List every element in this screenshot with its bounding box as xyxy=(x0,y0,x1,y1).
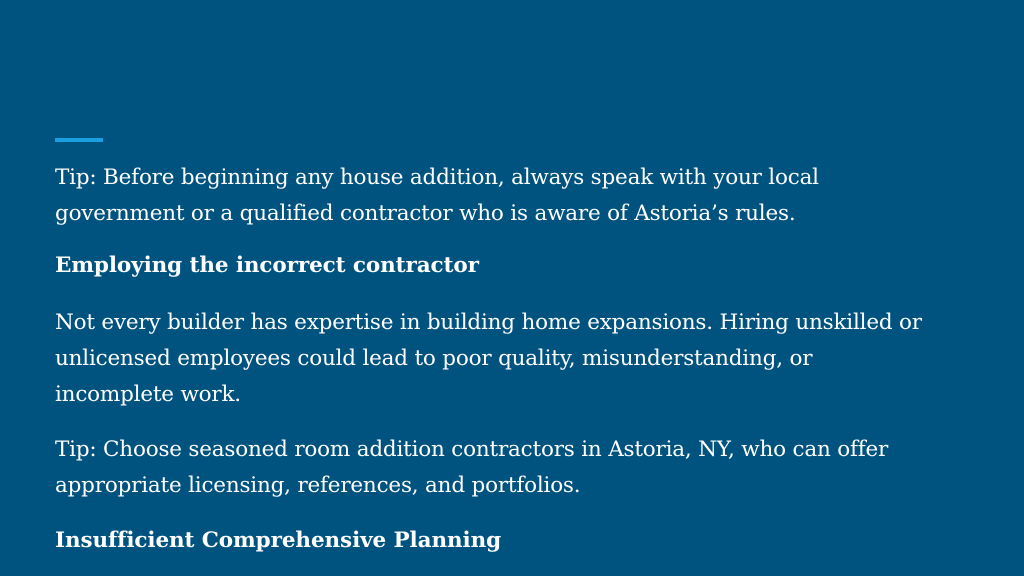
text-line: government or a qualified contractor who is aware of Astoria’s rules. xyxy=(55,201,796,226)
slide-content xyxy=(55,160,985,559)
text-line: appropriate licensing, references, and portfolios. xyxy=(55,473,581,498)
tip-paragraph-seasoned-contractors xyxy=(55,432,985,504)
accent-bar xyxy=(55,138,103,142)
paragraph-builder-expertise xyxy=(55,305,985,413)
tip-paragraph-local-rules xyxy=(55,160,985,232)
text-line: Not every builder has expertise in building home expansions. Hiring unskilled or xyxy=(55,310,922,335)
heading-incorrect-contractor: Employing the incorrect contractor xyxy=(55,253,479,278)
text-line: Tip: Before beginning any house addition, always speak with your local xyxy=(55,165,819,190)
text-line: unlicensed employees could lead to poor quality, misunderstanding, or xyxy=(55,346,813,371)
text-line: incomplete work. xyxy=(55,382,241,407)
heading-insufficient-planning: Insufficient Comprehensive Planning xyxy=(55,528,502,553)
text-line: Tip: Choose seasoned room addition contractors in Astoria, NY, who can offer xyxy=(55,437,889,462)
